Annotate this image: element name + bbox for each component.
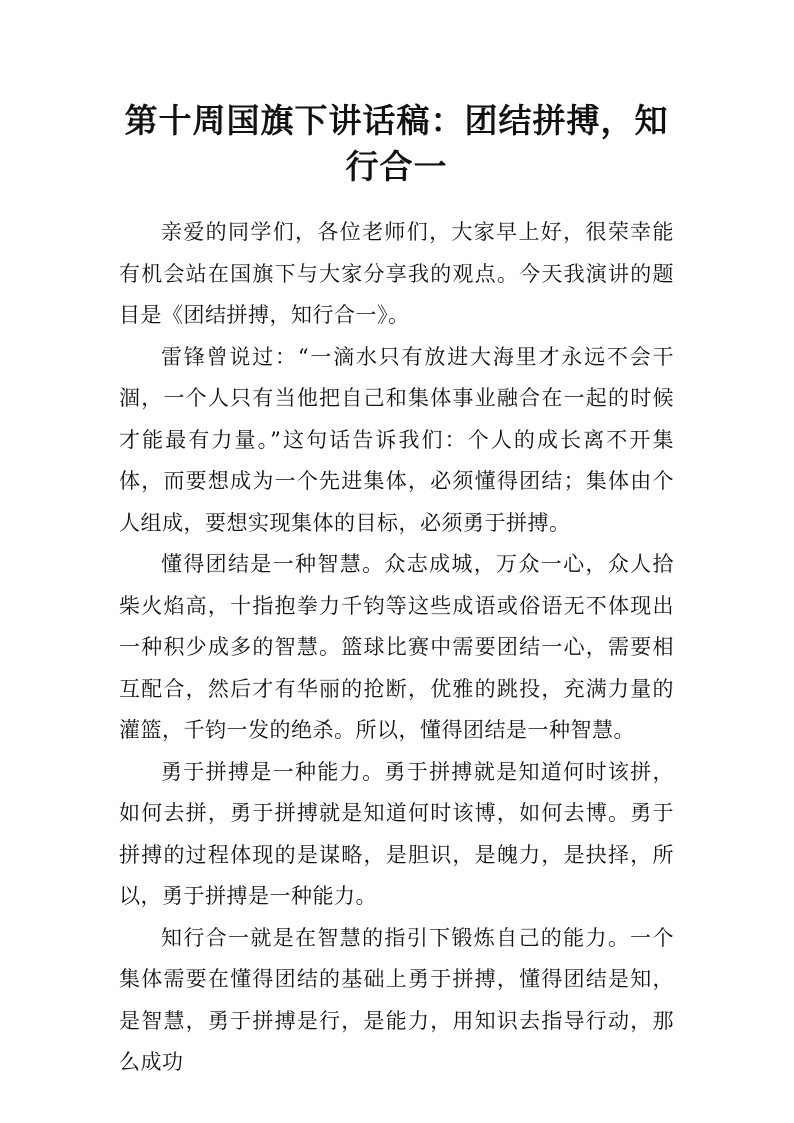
paragraph-unity-wisdom: 懂得团结是一种智慧。众志成城，万众一心，众人拾柴火焰高，十指抱拳力千钧等这些成语或俗语无不体现出一种积少成多的智慧。篮球比赛中需要团结一心，需要相互配合，然后才有华丽的抢断，优雅的跳投，充满力量的灌篮，千钧一发的绝杀。所以，懂得团结是一种智慧。 bbox=[119, 552, 674, 742]
paragraph-knowledge-action: 知行合一就是在智慧的指引下锻炼自己的能力。一个集体需要在懂得团结的基础上勇于拼搏，懂得团结是知，是智慧，勇于拼搏是行，是能力，用知识去指导行动，那么成功 bbox=[119, 925, 674, 1074]
document-title: 第十周国旗下讲话稿：团结拼搏，知行合一 bbox=[124, 101, 669, 186]
document-body bbox=[119, 98, 674, 1084]
paragraph-lei-feng-quote: 雷锋曾说过：“一滴水只有放进大海里才永远不会干涸，一个人只有当他把自己和集体事业融合在一起的时候才能最有力量。”这句话告诉我们：个人的成长离不开集体，而要想成为一个先进集体，必须懂得团结；集体由个人组成，要想实现集体的目标，必须勇于拼搏。 bbox=[119, 344, 674, 535]
paragraph-greeting: 亲爱的同学们，各位老师们，大家早上好，很荣幸能有机会站在国旗下与大家分享我的观点。今天我演讲的题目是《团结拼搏，知行合一》。 bbox=[119, 220, 674, 327]
paragraph-striving-ability: 勇于拼搏是一种能力。勇于拼搏就是知道何时该拼，如何去拼，勇于拼搏就是知道何时该博，如何去博。勇于拼搏的过程体现的是谋略，是胆识，是魄力，是抉择，所以，勇于拼搏是一种能力。 bbox=[119, 759, 674, 908]
